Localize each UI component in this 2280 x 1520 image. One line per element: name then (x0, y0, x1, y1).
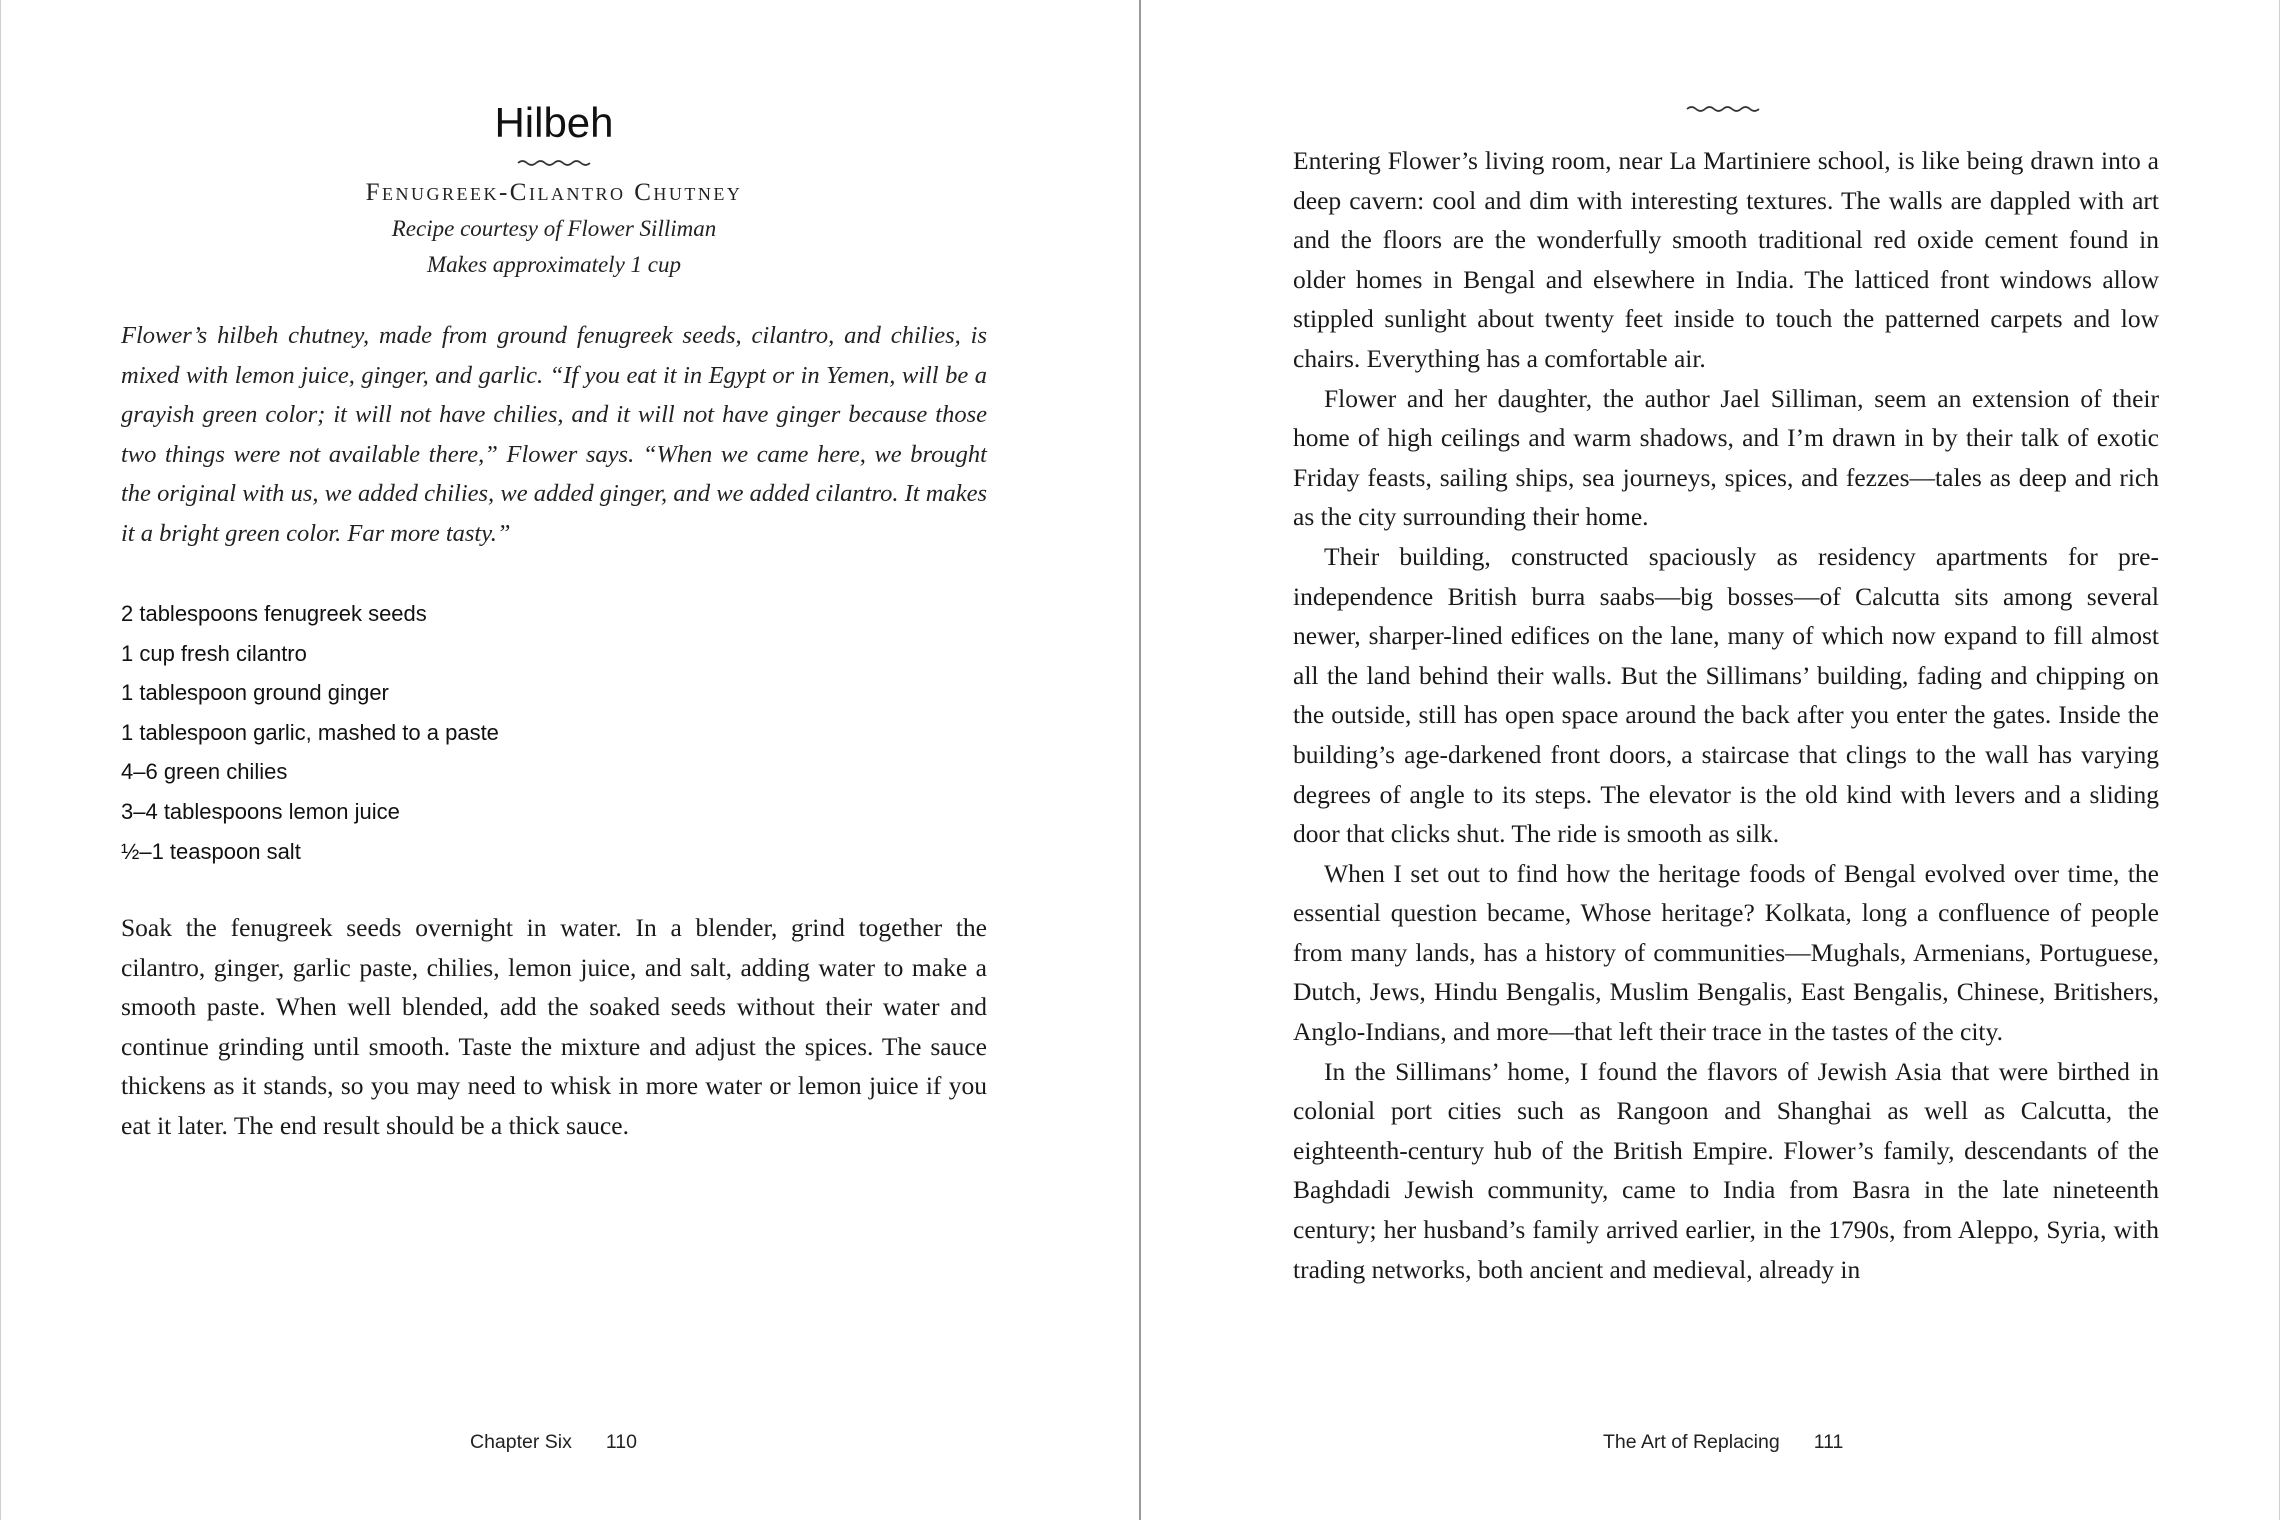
book-gutter (1139, 0, 1141, 1520)
ingredient-item: ½–1 teaspoon salt (121, 838, 301, 864)
recipe-title: Hilbeh (494, 99, 614, 146)
body-text (1293, 141, 2159, 1289)
recipe-credit: Recipe courtesy of Flower Silliman (391, 216, 717, 241)
ingredient-item: 2 tablespoons fenugreek seeds (121, 601, 427, 626)
paragraph: When I set out to find how the heritage foods of Bengal evolved over time, the essential question became, Whose heritage? Kolkata, long a confluence of people from many lands, has a history of communities—Mughals, Armenians, Portuguese, Dutch, Jews, Hindu Bengalis, Muslim Bengalis, East Bengalis, Chinese, Britishers, Anglo-Indians, and more—that left their trace in the tastes of the city. (1293, 858, 2159, 1047)
ingredient-item: 1 cup fresh cilantro (121, 640, 307, 666)
recipe-yield: Makes approximately 1 cup (427, 252, 681, 277)
ingredient-item: 3–4 tablespoons lemon juice (121, 798, 400, 824)
swash-ornament-icon (1686, 104, 1760, 114)
recipe-method: Soak the fenugreek seeds overnight in water. In a blender, grind together the cilantro, ginger, garlic paste, chilies, lemon juice, and salt, adding water to make a smooth paste. When well blended, add the soaked seeds without their water and continue grinding until smooth. Taste the mixture and adjust the spices. The sauce thickens as it stands, so you may need to whisk in more water or lemon juice if you eat it later. The end result should be a thick sauce. (121, 913, 987, 1140)
paragraph: Flower and her daughter, the author Jael Silliman, seem an extension of their home of high ceilings and warm shadows, and I’m drawn in by their talk of exotic Friday feasts, sailing ships, sea journeys, spices, and fezzes—tales as deep and rich as the city surrounding their home. (1293, 383, 2159, 532)
running-footer-section: Chapter Six (470, 1431, 572, 1453)
page-number: 111 (1813, 1431, 1844, 1453)
paragraph: In the Sillimans’ home, I found the flavors of Jewish Asia that were birthed in colonial port cities such as Rangoon and Shanghai as well as Calcutta, the eighteenth-century hub of the British Empire. Flower’s family, descendants of the Baghdadi Jewish community, came to India from Basra in the late nineteenth century; her husband’s family arrived earlier, in the 1790s, from Aleppo, Syria, with trading networks, both ancient and medieval, already in (1293, 1056, 2159, 1284)
ingredient-item: 1 tablespoon ground ginger (121, 680, 389, 706)
running-footer-section: The Art of Replacing (1603, 1431, 1780, 1453)
left-page-footer (470, 1428, 637, 1456)
swash-ornament-icon (517, 158, 591, 168)
recipe-subtitle: Fenugreek-Cilantro Chutney (365, 179, 743, 206)
page-number: 110 (605, 1431, 637, 1453)
recipe-intro: Flower’s hilbeh chutney, made from ground fenugreek seeds, cilantro, and chilies, is mixed with lemon juice, ginger, and garlic. “If you eat it in Egypt or in Yemen, will be a grayish green color; it will not have chilies, and it will not have ginger because those two things were not available there,” Flower says. “When we came here, we brought the original with us, we added chilies, we added ginger, and we added cilantro. It makes it a bright green color. Far more tasty.” (121, 322, 987, 547)
ingredient-item: 4–6 green chilies (121, 759, 288, 785)
ingredient-item: 1 tablespoon garlic, mashed to a paste (121, 719, 499, 745)
left-page-edge (0, 0, 1, 1520)
paragraph: Entering Flower’s living room, near La Martiniere school, is like being drawn into a deep cavern: cool and dim with interesting textures. The walls are dappled with art and the floors are the wonderfully smooth traditional red oxide cement found in older homes in Bengal and elsewhere in India. The latticed front windows allow stippled sunlight about twenty feet inside to touch the patterned carpets and low chairs. Everything has a comfortable air. (1293, 146, 2159, 373)
paragraph: Their building, constructed spaciously as residency apartments for pre-independence British burra saabs—big bosses—of Calcutta sits among several newer, sharper-lined edifices on the lane, many of which now expand to fill almost all the land behind their walls. But the Sillimans’ building, fading and chipping on the outside, still has open space around the back after you enter the gates. Inside the building’s age-darkened front doors, a staircase that clings to the wall has varying degrees of angle to its steps. The elevator is the old kind with levers and a sliding door that clicks shut. The ride is smooth as silk. (1293, 541, 2159, 849)
right-page-footer (1603, 1428, 1843, 1456)
ingredient-list (121, 594, 499, 871)
